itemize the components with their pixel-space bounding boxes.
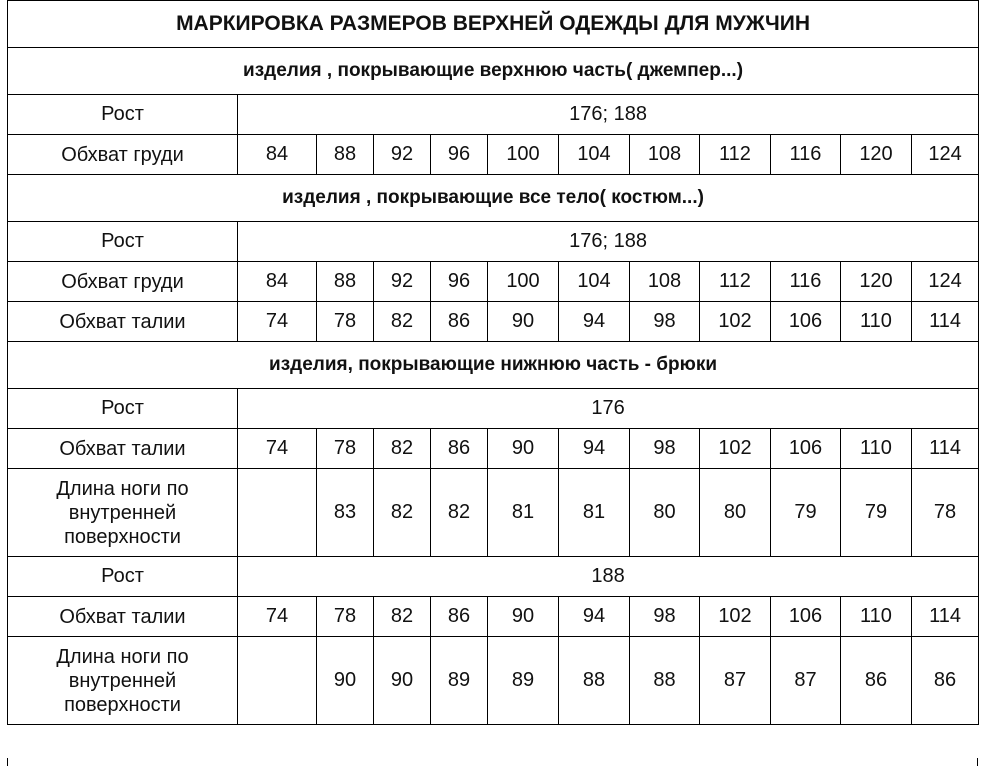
size-value-cell: 78	[317, 302, 374, 342]
size-value-cell: 81	[488, 469, 559, 557]
measurement-row	[8, 637, 979, 725]
size-value-cell: 74	[238, 597, 317, 637]
section-heading: изделия, покрывающие нижнюю часть - брюки	[8, 342, 979, 389]
size-value-cell: 112	[700, 262, 771, 302]
size-value-cell: 114	[912, 429, 979, 469]
size-value-cell: 82	[431, 469, 488, 557]
height-value: 176	[238, 389, 979, 429]
section-heading: изделия , покрывающие верхнюю часть( джемпер...)	[8, 48, 979, 95]
height-row	[8, 222, 979, 262]
size-value-cell: 120	[841, 262, 912, 302]
size-value-cell: 98	[630, 429, 700, 469]
measurement-row	[8, 302, 979, 342]
size-value-cell: 110	[841, 302, 912, 342]
size-value-cell: 86	[431, 597, 488, 637]
measurement-row	[8, 135, 979, 175]
size-value-cell: 74	[238, 302, 317, 342]
size-value-cell: 82	[374, 429, 431, 469]
size-value-cell: 108	[630, 262, 700, 302]
size-value-cell: 124	[912, 135, 979, 175]
size-value-cell: 90	[488, 302, 559, 342]
size-value-cell: 108	[630, 135, 700, 175]
size-value-cell: 106	[771, 302, 841, 342]
size-value-cell: 79	[841, 469, 912, 557]
section-heading-row	[8, 48, 979, 95]
size-value-cell: 116	[771, 262, 841, 302]
measurement-label-line: поверхности	[64, 693, 181, 716]
size-value-cell: 124	[912, 262, 979, 302]
size-value-cell: 87	[700, 637, 771, 725]
height-value: 176; 188	[238, 222, 979, 262]
size-value-cell: 89	[488, 637, 559, 725]
size-value-cell	[238, 637, 317, 725]
size-value-cell: 88	[559, 637, 630, 725]
size-value-cell: 106	[771, 597, 841, 637]
size-value-cell: 92	[374, 262, 431, 302]
size-value-cell: 94	[559, 302, 630, 342]
size-value-cell: 88	[317, 262, 374, 302]
measurement-label-line: внутренней	[68, 669, 177, 692]
size-value-cell: 82	[374, 302, 431, 342]
size-value-cell: 84	[238, 262, 317, 302]
size-value-cell: 94	[559, 429, 630, 469]
measurement-label-line: поверхности	[64, 525, 181, 548]
size-value-cell: 98	[630, 597, 700, 637]
measurement-label	[8, 637, 238, 725]
size-value-cell: 104	[559, 135, 630, 175]
size-value-cell: 88	[317, 135, 374, 175]
table-continuation	[7, 758, 978, 766]
height-label: Рост	[8, 557, 238, 597]
size-chart-table	[7, 0, 979, 725]
size-value-cell: 83	[317, 469, 374, 557]
size-value-cell: 110	[841, 429, 912, 469]
size-value-cell: 90	[488, 597, 559, 637]
size-value-cell: 82	[374, 469, 431, 557]
height-row	[8, 389, 979, 429]
height-row	[8, 557, 979, 597]
measurement-row	[8, 429, 979, 469]
measurement-label: Обхват талии	[8, 302, 238, 342]
size-value-cell: 114	[912, 597, 979, 637]
size-value-cell: 114	[912, 302, 979, 342]
measurement-label: Обхват талии	[8, 597, 238, 637]
measurement-label-line: внутренней	[68, 501, 177, 524]
size-value-cell: 88	[630, 637, 700, 725]
size-value-cell: 96	[431, 135, 488, 175]
size-value-cell: 96	[431, 262, 488, 302]
section-heading-row	[8, 175, 979, 222]
section-heading: изделия , покрывающие все тело( костюм...)	[8, 175, 979, 222]
measurement-row	[8, 469, 979, 557]
height-row	[8, 95, 979, 135]
size-value-cell: 79	[771, 469, 841, 557]
height-label: Рост	[8, 222, 238, 262]
size-value-cell: 110	[841, 597, 912, 637]
height-label: Рост	[8, 95, 238, 135]
size-value-cell: 104	[559, 262, 630, 302]
size-value-cell: 89	[431, 637, 488, 725]
size-value-cell: 78	[912, 469, 979, 557]
size-value-cell: 87	[771, 637, 841, 725]
size-value-cell: 106	[771, 429, 841, 469]
size-value-cell: 86	[841, 637, 912, 725]
size-value-cell: 84	[238, 135, 317, 175]
size-value-cell: 80	[700, 469, 771, 557]
section-heading-row	[8, 342, 979, 389]
measurement-label: Обхват груди	[8, 135, 238, 175]
size-value-cell: 80	[630, 469, 700, 557]
measurement-row	[8, 262, 979, 302]
size-value-cell: 78	[317, 597, 374, 637]
size-value-cell: 90	[317, 637, 374, 725]
measurement-label	[8, 469, 238, 557]
size-value-cell: 82	[374, 597, 431, 637]
measurement-label: Обхват талии	[8, 429, 238, 469]
size-value-cell: 90	[488, 429, 559, 469]
measurement-row	[8, 597, 979, 637]
size-value-cell	[238, 469, 317, 557]
size-value-cell: 78	[317, 429, 374, 469]
height-value: 188	[238, 557, 979, 597]
table-title: МАРКИРОВКА РАЗМЕРОВ ВЕРХНЕЙ ОДЕЖДЫ ДЛЯ МУЖЧИН	[8, 1, 979, 48]
height-label: Рост	[8, 389, 238, 429]
size-value-cell: 74	[238, 429, 317, 469]
measurement-label-line: Длина ноги по	[56, 645, 189, 668]
size-value-cell: 86	[431, 302, 488, 342]
measurement-label: Обхват груди	[8, 262, 238, 302]
size-value-cell: 102	[700, 429, 771, 469]
size-value-cell: 92	[374, 135, 431, 175]
size-value-cell: 112	[700, 135, 771, 175]
size-value-cell: 86	[431, 429, 488, 469]
size-value-cell: 100	[488, 262, 559, 302]
height-value: 176; 188	[238, 95, 979, 135]
size-value-cell: 81	[559, 469, 630, 557]
size-value-cell: 98	[630, 302, 700, 342]
size-value-cell: 102	[700, 302, 771, 342]
size-value-cell: 94	[559, 597, 630, 637]
size-value-cell: 102	[700, 597, 771, 637]
size-value-cell: 120	[841, 135, 912, 175]
size-value-cell: 100	[488, 135, 559, 175]
size-value-cell: 116	[771, 135, 841, 175]
size-value-cell: 90	[374, 637, 431, 725]
measurement-label-line: Длина ноги по	[56, 477, 189, 500]
size-value-cell: 86	[912, 637, 979, 725]
